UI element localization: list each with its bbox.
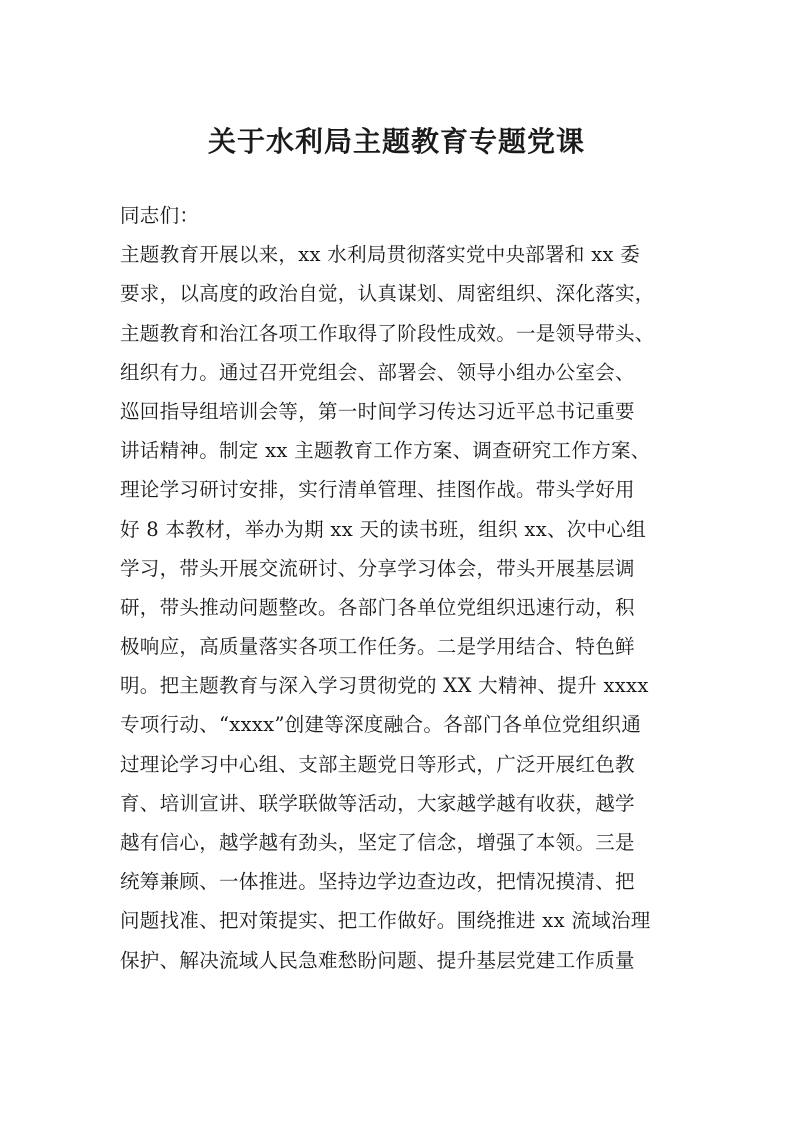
body-line: 讲话精神。制定 xx 主题教育工作方案、调查研究工作方案、 xyxy=(120,439,651,463)
body-line: 统筹兼顾、一体推进。坚持边学边查边改，把情况摸清、把 xyxy=(120,870,635,894)
body-line: 专项行动、“xxxx”创建等深度融合。各部门各单位党组织通 xyxy=(120,713,642,737)
salutation-line: 同志们： xyxy=(120,204,200,227)
document-title: 关于水利局主题教育专题党课 xyxy=(207,125,585,158)
body-line: 保护、解决流域人民急难愁盼问题、提升基层党建工作质量 xyxy=(120,948,635,972)
body-line: 越有信心，越学越有劲头，坚定了信念，增强了本领。三是 xyxy=(120,831,635,854)
body-line: 学习，带头开展交流研讨、分享学习体会，带头开展基层调 xyxy=(120,556,635,580)
body-line: 问题找准、把对策提实、把工作做好。围绕推进 xx 流域治理 xyxy=(120,909,651,933)
body-line: 明。把主题教育与深入学习贯彻党的 XX 大精神、提升 xxxx xyxy=(120,674,649,698)
body-line: 好 8 本教材，举办为期 xx 天的读书班，组织 xx、次中心组 xyxy=(120,517,646,541)
body-line: 巡回指导组培训会等，第一时间学习传达习近平总书记重要 xyxy=(120,399,635,423)
body-line: 研，带头推动问题整改。各部门各单位党组织迅速行动，积 xyxy=(120,595,635,619)
document-body xyxy=(120,196,680,980)
body-line: 理论学习研讨安排，实行清单管理、挂图作战。带头学好用 xyxy=(120,478,635,502)
body-line: 育、培训宣讲、联学联做等活动，大家越学越有收获，越学 xyxy=(120,791,635,815)
body-line: 组织有力。通过召开党组会、部署会、领导小组办公室会、 xyxy=(120,360,635,384)
body-line: 要求，以高度的政治自觉，认真谋划、周密组织、深化落实， xyxy=(120,282,655,306)
body-line: 极响应，高质量落实各项工作任务。二是学用结合、特色鲜 xyxy=(120,635,635,659)
body-line: 主题教育和治江各项工作取得了阶段性成效。一是领导带头、 xyxy=(120,321,655,345)
body-line: 过理论学习中心组、支部主题党日等形式，广泛开展红色教 xyxy=(120,752,635,776)
body-line: 主题教育开展以来，xx 水利局贯彻落实党中央部署和 xx 委 xyxy=(120,243,641,267)
